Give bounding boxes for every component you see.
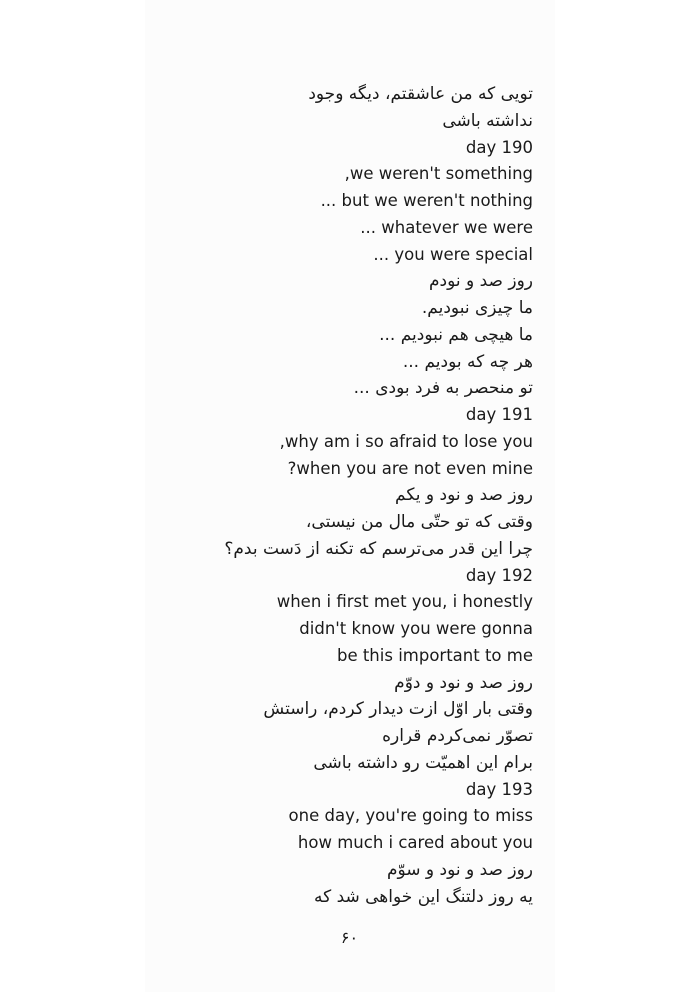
text-line: one day, you're going to miss (288, 806, 533, 826)
text-line: ... but we weren't nothing (320, 191, 533, 210)
text-line: روز صد و نود و سوّم (386, 859, 533, 880)
text-line: ما چیزی نبودیم. (421, 298, 533, 318)
text-line: روز صد و نودم (428, 271, 533, 292)
text-line: day 190 (465, 137, 533, 157)
text-line: یه روز دلتنگ این خواهی شد که (313, 886, 533, 907)
text-line: وقتی که تو حتّی مال من نیستی، (305, 512, 533, 532)
page-number: ۶۰ (340, 928, 359, 947)
text-line: how much i cared about you (297, 833, 533, 852)
text-line: ما هیچی هم نبودیم ... (379, 324, 533, 345)
text-line: ,why am i so afraid to lose you (279, 431, 533, 451)
text-line: تصوّر نمی‌کردم قراره (382, 726, 533, 746)
text-line: وقتی بار اوّل ازت دیدار کردم، راستش (263, 699, 533, 720)
text-line: روز صد و نود و دوّم (394, 672, 533, 693)
text-line: when i first met you, i honestly (276, 592, 533, 612)
text-line: ,we weren't something (344, 164, 533, 184)
text-line: day 191 (465, 405, 533, 424)
text-body (113, 81, 533, 910)
text-line: چرا این قدر می‌ترسم که تکنه از دَست بدم؟ (224, 538, 533, 559)
text-line: day 193 (465, 779, 533, 799)
text-line: تو منحصر به فرد بودی ... (353, 378, 533, 399)
text-line: didn't know you were gonna (299, 619, 533, 638)
text-line: برام این اهمیّت رو داشته باشی (313, 752, 533, 773)
text-line: تویی که من عاشقتم، دیگه وجود (308, 84, 533, 104)
text-line: روز صد و نود و یکم (395, 485, 533, 506)
text-line: ?when you are not even mine (287, 458, 533, 478)
text-line: نداشته باشی (442, 110, 533, 131)
text-line: هر چه که بودیم ... (402, 351, 533, 372)
text-line: ... you were special (373, 244, 533, 264)
text-line: ... whatever we were (360, 217, 533, 237)
text-line: day 192 (465, 565, 533, 585)
text-line: be this important to me (336, 645, 533, 665)
